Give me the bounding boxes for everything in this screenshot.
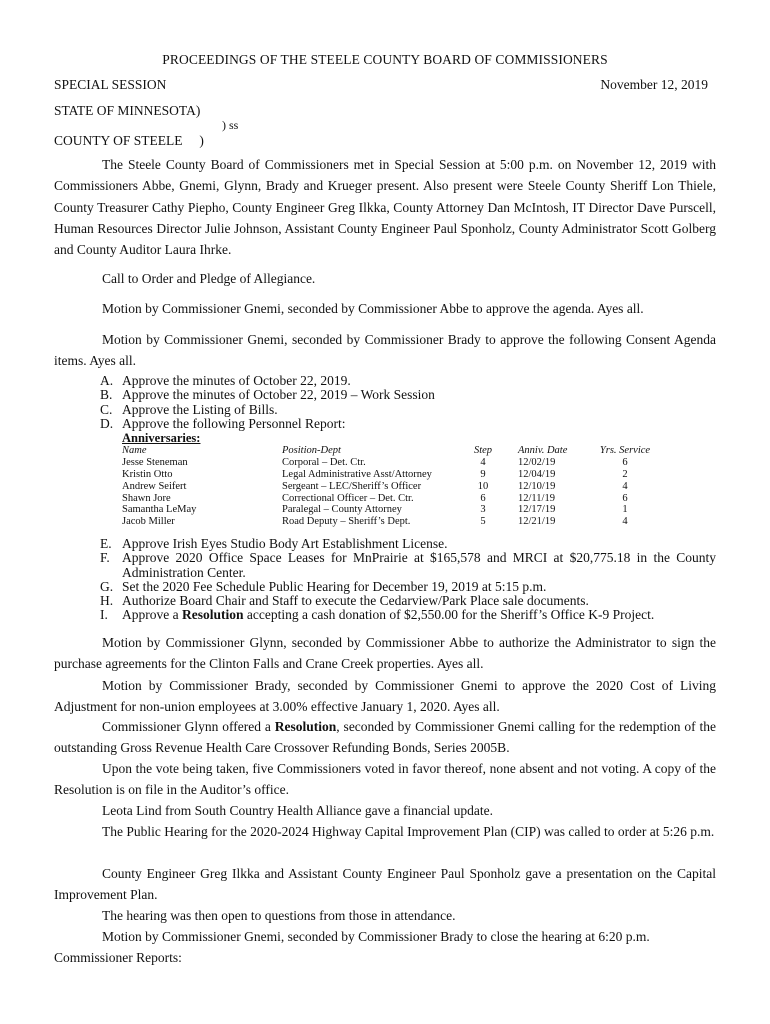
session-type: SPECIAL SESSION — [54, 77, 167, 92]
minutes-paragraph-2: Motion by Commissioner Brady, seconded by Commissioner Gnemi to approve the 2020 Cost of Living Adjustment for non-union employees at 3.00% effective January 1, 2020. Ayes all. — [54, 678, 716, 715]
meeting-date: November 12, 2019 — [600, 77, 708, 92]
consent-item-b: B. Approve the minutes of October 22, 2019 – Work Session — [100, 387, 435, 403]
consent-item-a: A. Approve the minutes of October 22, 2019. — [100, 373, 351, 388]
col-header-step: Step — [473, 445, 493, 457]
minutes-paragraph-6: The Public Hearing for the 2020-2024 Highway Capital Improvement Plan (CIP) was called to order at 5:26 p.m. — [102, 824, 715, 839]
minutes-paragraph-1: Motion by Commissioner Glynn, seconded by Commissioner Abbe to authorize the Administrator to sign the purchase agreements for the Clinton Falls and Crane Creek properties. Ayes all. — [54, 635, 716, 672]
minutes-paragraph-5: Leota Lind from South Country Health Alliance gave a financial update. — [102, 803, 494, 818]
commissioner-reports-heading: Commissioner Reports: — [54, 950, 182, 965]
minutes-paragraph-7: County Engineer Greg Ilkka and Assistant County Engineer Paul Sponholz gave a presentation on the Capital Improvement Plan. — [54, 866, 716, 903]
col-header-name: Name — [122, 445, 147, 457]
intro-paragraph: The Steele County Board of Commissioners met in Special Session at 5:00 p.m. on November 12, 2019 with Commissioners Abbe, Gnemi, Glynn, Brady and Krueger present. Also present were Steele County Sheriff Lon Thiele, County Treasurer Cathy Piepho, County Engineer Greg Ilkka, County Attorney Dan McIntosh, IT Director Dave Purscell, Human Resources Director Julie Johnson, Assistant County Engineer Paul Sponholz, County Administrator Scott Golberg and County Auditor Laura Ihrke. — [54, 157, 716, 258]
table-row: Andrew Seifert Sergeant – LEC/Sheriff’s Officer 10 12/10/19 4 — [122, 480, 628, 492]
consent-item-c: C. Approve the Listing of Bills. — [100, 401, 278, 417]
consent-item-e: E. Approve Irish Eyes Studio Body Art Establishment License. — [100, 536, 448, 551]
venue-state: STATE OF MINNESOTA) — [54, 103, 201, 118]
consent-item-f: F. Approve 2020 Office Space Leases for MnPrairie at $165,578 and MRCI at $20,775.18 in the County Administration Center. — [100, 550, 716, 580]
consent-list-e-i — [100, 537, 716, 623]
table-row: Jesse Steneman Corporal – Det. Ctr. 4 12/02/19 6 — [122, 457, 628, 469]
col-header-position: Position-Dept — [282, 445, 341, 457]
table-header-row — [122, 445, 660, 457]
anniversaries-heading: Anniversaries: — [122, 431, 201, 446]
motion-consent: Motion by Commissioner Gnemi, seconded by Commissioner Brady to approve the following Consent Agenda items. Ayes all. — [54, 332, 716, 369]
venue-county: COUNTY OF STEELE ) — [54, 133, 204, 148]
table-row: Samantha LeMay Paralegal – County Attorney 3 12/17/19 1 — [122, 504, 628, 516]
anniversaries-table — [122, 445, 660, 528]
consent-item-g: G. Set the 2020 Fee Schedule Public Hearing for December 19, 2019 at 5:15 p.m. — [100, 578, 547, 594]
venue-ss: ) ss — [222, 118, 239, 132]
consent-item-h: H. Authorize Board Chair and Staff to execute the Cedarview/Park Place sale documents. — [100, 593, 589, 609]
session-line — [54, 77, 708, 93]
motion-agenda: Motion by Commissioner Gnemi, seconded by Commissioner Abbe to approve the agenda. Ayes all. — [102, 301, 644, 316]
table-row: Jacob Miller Road Deputy – Sheriff’s Dept. 5 12/21/19 4 — [122, 516, 628, 528]
venue-block — [54, 103, 238, 148]
minutes-paragraph-8: The hearing was then open to questions from those in attendance. — [102, 908, 456, 923]
minutes-paragraph-3: Commissioner Glynn offered a Resolution, seconded by Commissioner Gnemi calling for the redemption of the outstanding Gross Revenue Health Care Crossover Refunding Bonds, Series 2005B. — [54, 719, 716, 756]
minutes-paragraph-4: Upon the vote being taken, five Commissioners voted in favor thereof, none absent and not voting. A copy of the Resolution is on file in the Auditor’s office. — [54, 761, 716, 798]
minutes-paragraph-9: Motion by Commissioner Gnemi, seconded by Commissioner Brady to close the hearing at 6:20 p.m. — [102, 929, 650, 944]
col-header-years: Yrs. Service — [599, 445, 651, 457]
table-row: Kristin Otto Legal Administrative Asst/Attorney 9 12/04/19 2 — [122, 469, 628, 481]
table-row: Shawn Jore Correctional Officer – Det. Ctr. 6 12/11/19 6 — [122, 492, 628, 504]
consent-list-a-d — [100, 374, 716, 528]
col-header-date: Anniv. Date — [518, 445, 568, 457]
document-title: PROCEEDINGS OF THE STEELE COUNTY BOARD OF COMMISSIONERS — [162, 52, 608, 67]
consent-item-d: D. Approve the following Personnel Report: Anniversaries: Name Position-Dept Step Anniv. Date Yrs. Service Jesse Steneman Corporal – Det. Ctr. 4 12/02/19 6 Kristin Otto Legal Administrative Asst/Attorney 9 12/04/19 2 Andrew Seifert Sergeant – LEC/Sheriff’s Officer 10 12/10/19 4 Shawn Jore Correctional Officer – Det. Ctr. 6 12/11/19 6 Samantha LeMay Paralegal – County Attorney 3 12/17/19 1 Jacob Miller Road Deputy – Sheriff’s Dept. 5 12/21/19 4 — [100, 417, 716, 528]
call-to-order: Call to Order and Pledge of Allegiance. — [102, 271, 316, 286]
consent-item-i: I. Approve a Resolution accepting a cash donation of $2,550.00 for the Sheriff’s Office K-9 Project. — [100, 607, 655, 623]
